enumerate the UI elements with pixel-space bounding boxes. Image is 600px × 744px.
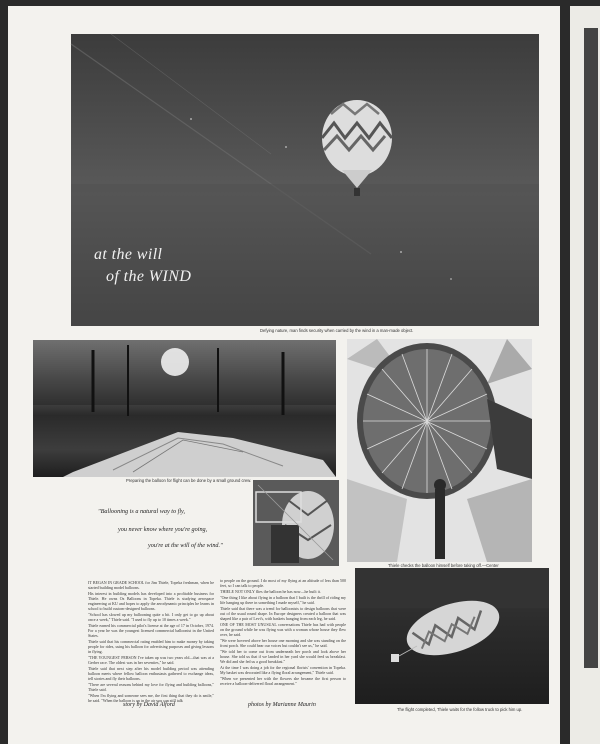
article-paragraph: "When we presented her with the flowers she became the first person to receive a balloon-delivered floral arrangement." [220, 676, 346, 686]
forest-scene [33, 340, 336, 477]
basket-photo [253, 480, 339, 566]
article-paragraph: THIELE NOT ONLY flies the balloon he has now—he built it. [220, 589, 321, 594]
article-paragraph: "There are several reasons behind my love for flying and building balloons," Thiele said. [88, 682, 214, 692]
checks-caption: Thiele checks the balloon himself before taking off.—Center [388, 563, 499, 568]
completed-caption: The flight completed, Thiele waits for the follow truck to pick him up. [397, 707, 523, 712]
article-paragraph: to people on the ground. I do most of my flying at an altitude of less than 500 feet, so I can talk to people. [220, 578, 346, 588]
hero-caption: Defying nature, man finds security when carried by the wind in a man-made object. [260, 328, 414, 333]
balloon-interior [347, 339, 532, 562]
adjacent-page-photo [584, 28, 598, 668]
field-scene [355, 568, 549, 704]
article-paragraph: "We were hovered above her house one morning and she was standing on the front porch. She could hear our voices but couldn't see us," he said. [220, 638, 346, 648]
article-paragraph: Thiele earned his commercial pilot's license at the age of 17 in October, 1974. For a year he was the youngest licensed commercial balloonist in the United States. [88, 623, 214, 638]
article-column-2 [220, 578, 346, 692]
headline-line-1: at the will [94, 246, 163, 263]
inflating-photo [347, 339, 532, 562]
landed-photo [355, 568, 549, 704]
quote-line-3: you're at the will of the wind." [148, 542, 223, 549]
article-paragraph: At the time I was doing a job for the regional florists' convention in Topeka. My basket was decorated like a flying floral arrangement," Thiele said. [220, 665, 346, 675]
headline-line-2: of the WIND [106, 268, 192, 285]
article-paragraph: "One thing I like about flying in a balloon that I built is the thrill of riding my life hanging up there in something I made myself," he said. [220, 595, 346, 605]
article-paragraph: Thiele said that his commercial rating enabled him to make money by taking people for rides, using his balloon for advertising purposes and giving lessons in flying. [88, 639, 214, 654]
article-paragraph: Thiele said that there was a trend for balloonists to design balloons that were out of the usual round shape. In Europe designers created a balloon that was shaped like a pair of Levi's, with baskets hanging from each leg, he said. [220, 606, 346, 621]
hero-photo [71, 34, 539, 326]
adjacent-page-edge [570, 6, 600, 744]
article-paragraph: "When I'm flying and someone sees me, the first thing that they do is smile," he said. "When the balloon is up in the air you can still talk [88, 693, 214, 703]
photo-credit: photos by Marianne Maurin [248, 702, 316, 708]
article-paragraph: IT BEGAN IN GRADE SCHOOL for Jim Thiele, Topeka freshman, when he started building model balloons. [88, 580, 214, 590]
article-paragraph: "School has slowed up my ballooning quite a bit. I only get to go up about once a week," Thiele said. "I used to fly up to 10 times a week." [88, 612, 214, 622]
article-column-1 [88, 580, 214, 703]
article-paragraph: ONE OF THE MOST UNUSUAL conversations Thiele has had with people on the ground while he was flying was with a woman whose house they flew over, he said. [220, 622, 346, 637]
basket-scene [253, 480, 339, 566]
quote-line-1: "Ballooning is a natural way to fly, [98, 508, 185, 515]
hot-air-balloon [322, 100, 392, 196]
article-paragraph: Thiele said that next step after his model building period was attending balloon meets where fellow balloon enthusiasts gathered to exchange ideas, tell stories and fly their balloons. [88, 666, 214, 681]
article-paragraph: His interest in building models has developed into a profitable business for Thiele. He owns Oz Balloons in Topeka. Thiele is studying aerospace engineering at KU and hopes to apply the aerodynamic principles he learns in school to build custom-designed balloons. [88, 591, 214, 611]
article-paragraph: "We told her to come out from underneath her porch and look above her house. She told us that if we landed in her yard she would feed us breakfast. We did and she fed us a good breakfast." [220, 649, 346, 664]
article-paragraph: "THE YOUNGEST PERSON I've taken up was two years old—that was at a Gerber race. The oldest was in her seventies," he said. [88, 655, 214, 665]
preparing-caption: Preparing the balloon for flight can be done by a small ground crew. [126, 478, 252, 483]
preparing-photo [33, 340, 336, 477]
quote-line-2: you never know where you're going, [118, 526, 208, 533]
story-credit: story by David Alford [123, 702, 175, 708]
magazine-page [8, 6, 560, 744]
